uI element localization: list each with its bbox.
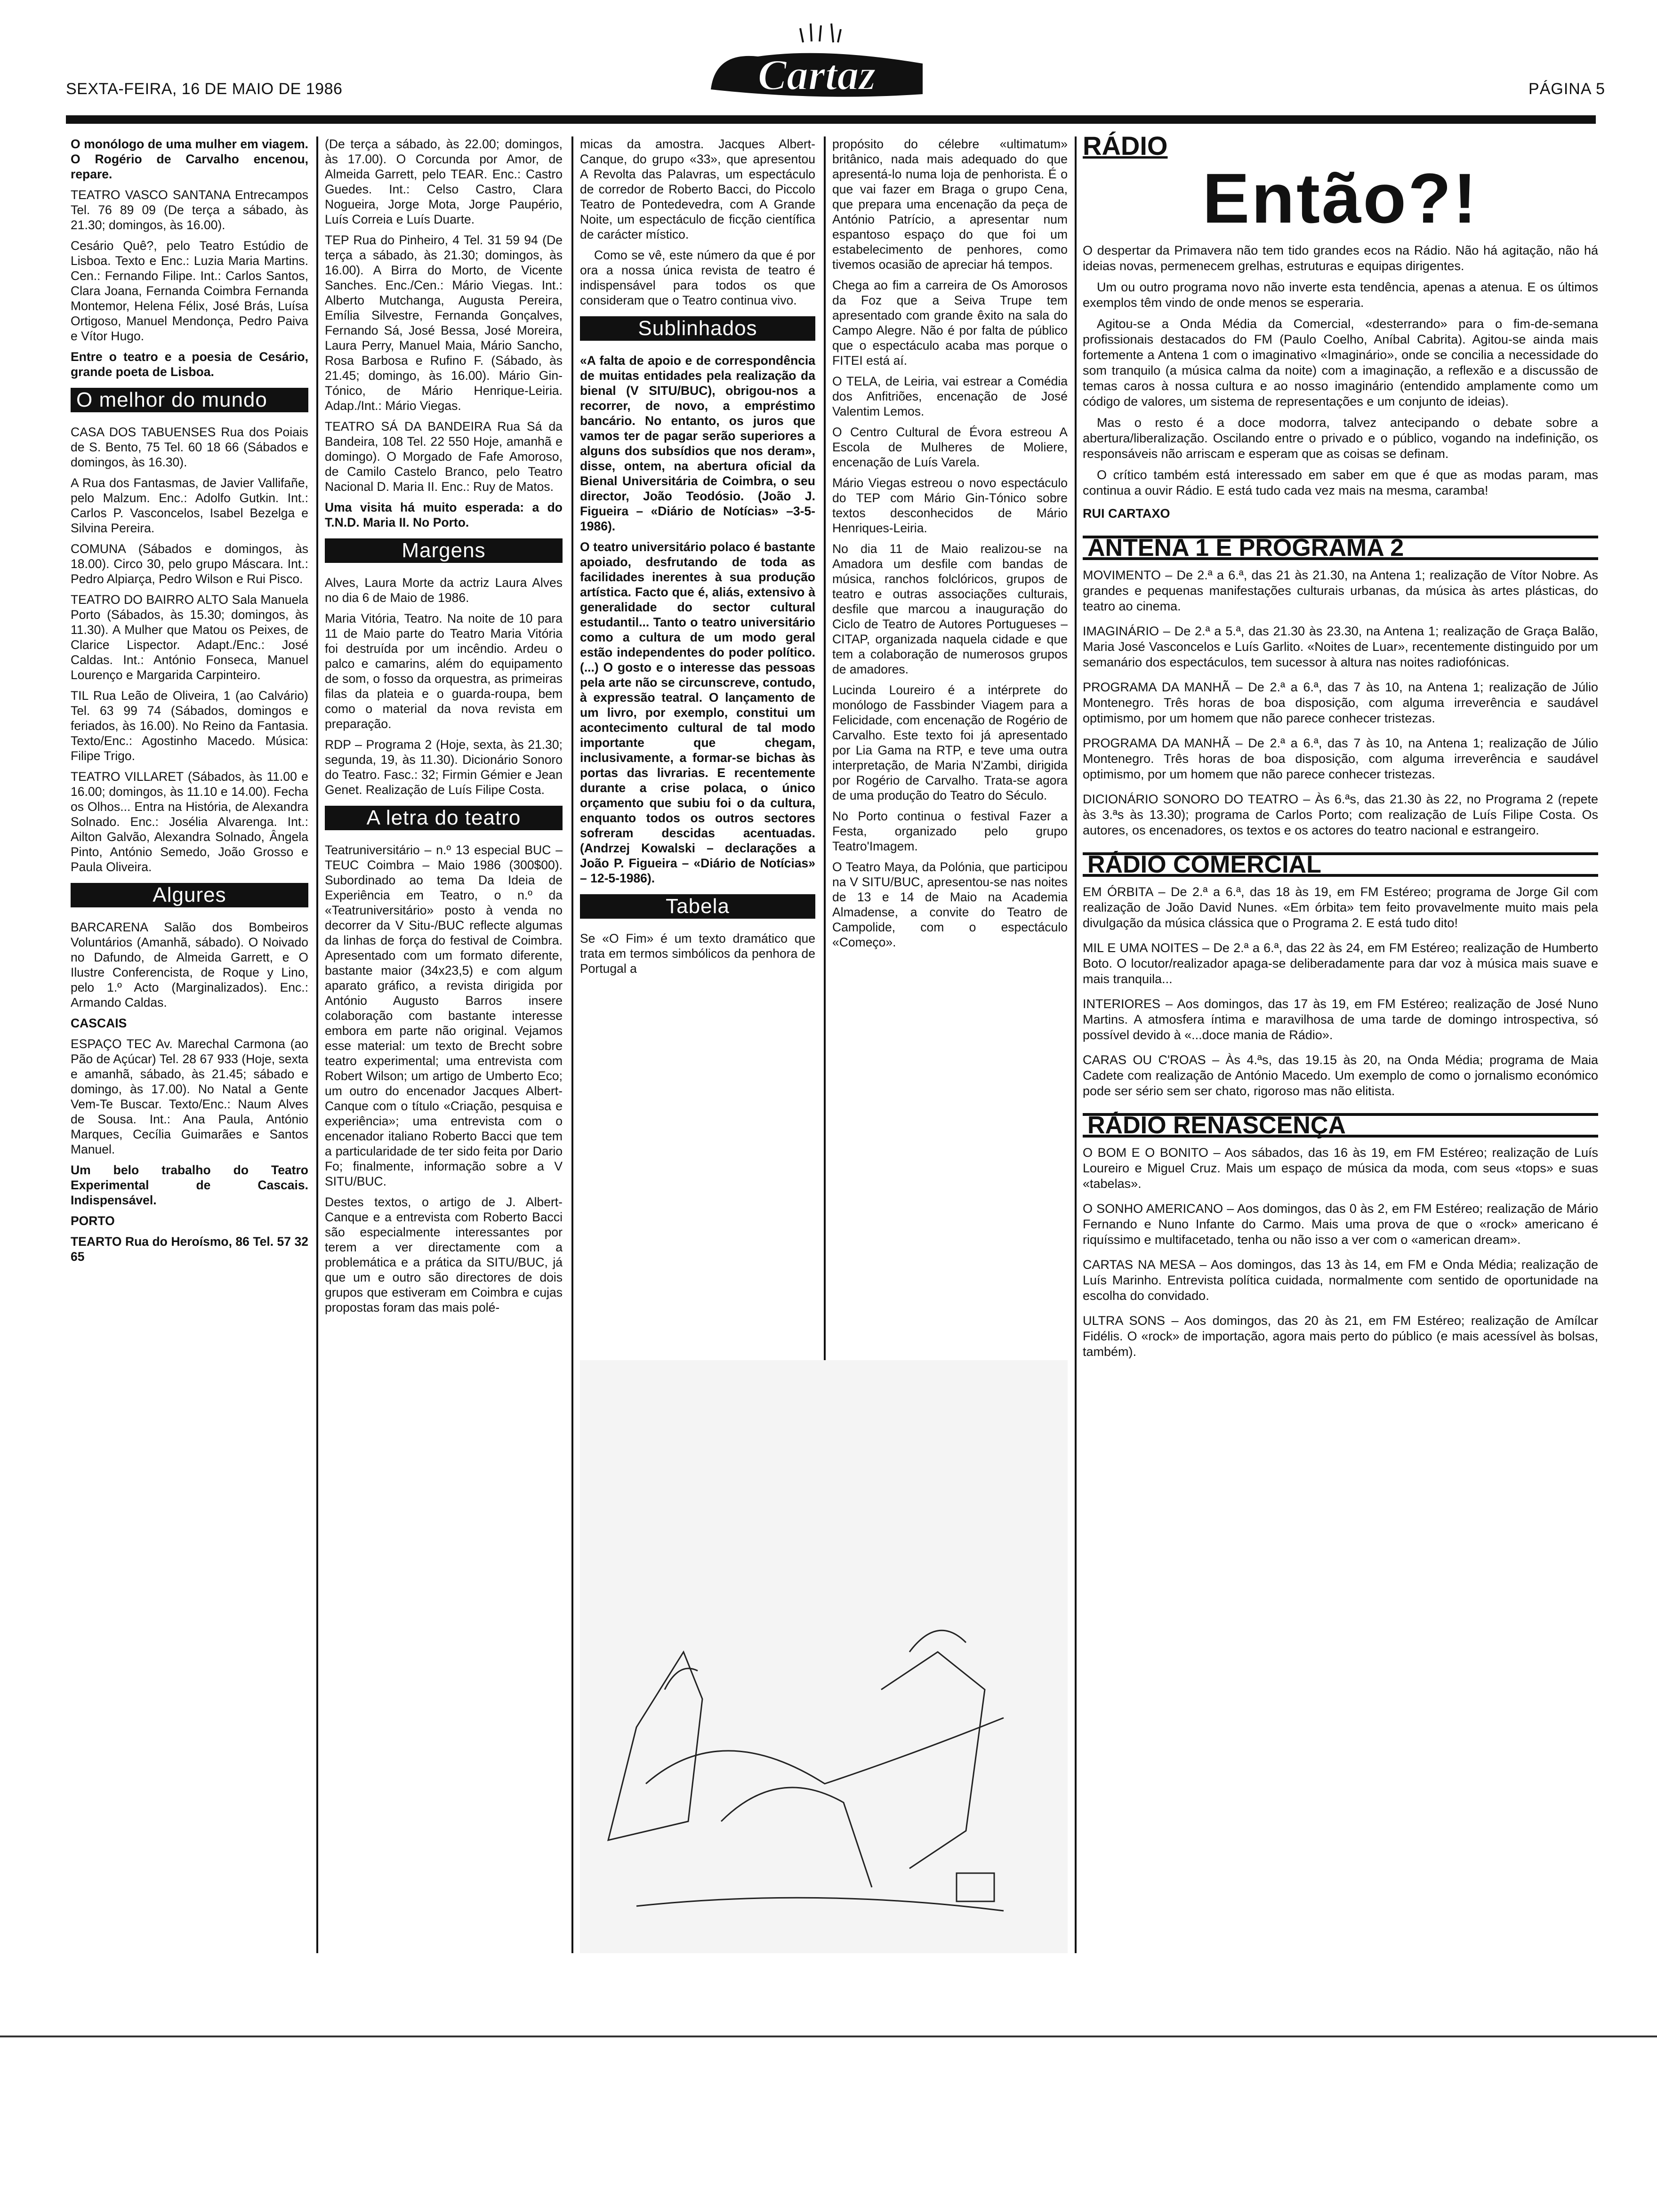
- article-text: Destes textos, o artigo de J. Albert-Canque e a entrevista com Roberto Bacci são especialmente interessantes por terem a ver directamente com a problemática e a prática da SITU/BUC, já que um e outro são directores de dois grupos que estiveram em Coimbra e cujas propostas foram das mais polé-: [325, 1195, 563, 1314]
- listing-text: CASA DOS TABUENSES Rua dos Poiais de S. Bento, 75 Tel. 60 18 66 (Sábados e domingos, às 16.30).: [71, 425, 308, 469]
- listing-text: A Rua dos Fantasmas, de Javier Vallifañe, pelo Malzum. Enc.: Adolfo Gutkin. Int.: Carlos P. Vasconcelos, Isabel Bezelga e Silvina Pereira.: [71, 476, 308, 535]
- article-text: Mas o resto é a doce modorra, talvez antecipando o debate sobre a abertura/liberalização. Oscilando entre o privado e o público, vogando na indefinição, os responsáveis não arriscam e esperam que as coisas se definam.: [1083, 416, 1598, 461]
- article-text: O despertar da Primavera não tem tido grandes ecos na Rádio. Não há agitação, não há ideias novas, permenecem grelhas, estruturas e equipas dirigentes.: [1083, 243, 1598, 273]
- program-list: [1083, 568, 1598, 838]
- listing-text: BARCARENA Salão dos Bombeiros Voluntários (Amanhã, sábado). O Noivado no Dafundo, de Almeida Garrett, e O Ilustre Conferencista, de Roque y Lino, pelo 1.º Acto (Marginalizados). Enc.: Armando Caldas.: [71, 920, 308, 1010]
- date-line: SEXTA-FEIRA, 16 DE MAIO DE 1986: [66, 80, 343, 98]
- article-column-3: [580, 136, 815, 982]
- program-item: PROGRAMA DA MANHÃ – De 2.ª a 6.ª, das 7 às 10, na Antena 1; realização de Júlio Montenegro. Três horas de boa disposição, com alguma irreverência e saudável optimismo, por um homem que não parece conhecer tristezas.: [1083, 736, 1598, 781]
- bullet-item: Se «O Fim» é um texto dramático que trata em termos simbólicos da penhora de Portugal a: [580, 931, 815, 976]
- program-list: [1083, 1145, 1598, 1360]
- bullet-item: propósito do célebre «ultimatum» britânico, nada mais adequado do que apresentá-lo numa loja de penhorista. É o que vai fazer em Braga o grupo Cena, que prepara uma encenação da peça de António Patrício, a apresentar num espantoso espaço do que foi um estabelecimento de penhores, como tivemos ocasião de apreciar há tempos.: [832, 137, 1068, 272]
- news-column-4: [832, 136, 1068, 955]
- section-banner: Tabela: [580, 894, 815, 919]
- program-item: ULTRA SONS – Aos domingos, das 20 às 21, em FM Estéreo; realização de Amílcar Fidélis. O «rock» de importação, agora mais perto do público (e mais acessível às bolsas, também).: [1083, 1314, 1598, 1359]
- program-item: O SONHO AMERICANO – Aos domingos, das 0 às 2, em FM Estéreo; realização de Mário Fernando e Nuno Infante do Carmo. Mais uma prova de que o «rock» americano é riquíssimo e multifacetado, tenha ou não isso a ver com o «american dream».: [1083, 1202, 1598, 1247]
- quote-text: O teatro universitário polaco é bastante apoiado, desfrutando de toda as facilidades inerentes à sua produção artística. Facto que é, aliás, extensivo à generalidade do sector cultural estudantil... Tanto o teatro universitário como a cultura de um modo geral estão independentes do poder político. (...) O gosto e o interesse das pessoas pela arte não se circunscreve, contudo, à expressão teatral. O lançamento de um livro, por exemplo, constitui um acontecimento cultural de tal modo importante que chegam, inclusivamente, a formar-se bichas às portas das livrarias. E recentemente durante a crise polaca, o único orçamento que subiu foi o da cultura, enquanto todos os outros sectores sofreram descidas acentuadas. (Andrzej Kowalski – declarações a João P. Figueira – «Diário de Notícias» – 12-5-1986).: [580, 540, 815, 885]
- box-title: ANTENA 1 E PROGRAMA 2: [1083, 536, 1598, 560]
- box-title: RÁDIO RENASCENÇA: [1083, 1113, 1598, 1138]
- listing-text: Maria Vitória, Teatro. Na noite de 10 para 11 de Maio parte do Teatro Maria Vitória foi destruída por um incêndio. Ardeu o palco e camarins, além do equipamento de som, o fosso da orquestra, as primeiras filas da plateia e o guarda-roupa, bem como o material da nova revista em preparação.: [325, 611, 563, 731]
- article-text: Agitou-se a Onda Média da Comercial, «desterrando» para o fim-de-semana profissionais destacados do FM (Paulo Coelho, Aníbal Cabrita). Agitou-se ainda mais fortemente a Antena 1 com o imaginativo «Imaginário», onde se concilia a necessidade do som tranquilo (a música calma da noite) com a imaginação, a reflexão e a discussão de temas caros à nossa cultura e ao nosso imaginário (entendido amplamente como um código de valores, um sistema de representações e um conjunto de ideias).: [1083, 317, 1598, 409]
- listing-text: TEATRO VILLARET (Sábados, às 11.00 e 16.00; domingos, às 11.10 e 14.00). Fecha os Olhos... Entra na História, de Alexandra Solnado. Enc.: Josélia Alvarenga. Int.: Ailton Galvão, Alexandra Solnado, Ângela Pinto, António Semedo, João Grosso e Paula Oliveira.: [71, 769, 308, 874]
- article-text: Como se vê, este número da que é por ora a nossa única revista de teatro é indispensável para todos os que consideram que o Teatro continua vivo.: [580, 248, 815, 307]
- illustration: [580, 1360, 1068, 1953]
- listing-text: COMUNA (Sábados e domingos, às 18.00). Circo 30, pelo grupo Máscara. Int.: Pedro Alpiarça, Pedro Wilson e Rui Pisco.: [71, 542, 308, 586]
- program-item: MOVIMENTO – De 2.ª a 6.ª, das 21 às 21.30, na Antena 1; realização de Vítor Nobre. As grandes e pequenas manifestações culturais urbanas, da música às artes plásticas, do teatro ao cinema.: [1083, 568, 1598, 613]
- bullet-item: O Teatro Maya, da Polónia, que participou na V SITU/BUC, apresentou-se nas noites de 13 e 14 de Maio na Academia Almadense, a convite do Teatro de Campolide, com o espectáculo «Começo».: [832, 860, 1068, 949]
- listing-text: TIL Rua Leão de Oliveira, 1 (ao Calvário) Tel. 63 99 74 (Sábados, domingos e feriados, às 16.00). No Reino da Fantasia. Texto/Enc.: Agostinho Macedo. Música: Filipe Trigo.: [71, 689, 308, 763]
- section-banner: Margens: [325, 538, 563, 563]
- logo-text: Cartaz: [757, 51, 876, 99]
- listing-text: TEP Rua do Pinheiro, 4 Tel. 31 59 94 (De terça a sábado, às 21.30; domingos, às 16.00). A Birra do Morto, de Vicente Sanches. Enc./Cen.: Mário Viegas. Int.: Alberto Mutchanga, Augusta Pereira, Emília Silvestre, Fernanda Gonçalves, Fernando Sá, José Bessa, José Moreira, Laura Perry, Manuel Maia, Mário Sancho, Rosa Barbosa e Rufino F. (Sábado, às 21.45; domingo, às 16.00). Mário Gin-Tónico, de Mário Henrique-Leiria. Adap./Int.: Mário Viegas.: [325, 233, 563, 413]
- listing-text: TEATRO VASCO SANTANA Entrecampos Tel. 76 89 09 (De terça a sábado, às 21.30; domingos, às 16.00).: [71, 188, 308, 232]
- listing-text: TEATRO SÁ DA BANDEIRA Rua Sá da Bandeira, 108 Tel. 22 550 Hoje, amanhã e domingo). O Morgado de Fafe Amoroso, de Camilo Castelo Branco, pelo Teatro Nacional D. Maria II. Enc.: Ruy de Matos.: [325, 419, 563, 494]
- program-item: CARTAS NA MESA – Aos domingos, das 13 às 14, em FM e Onda Média; realização de Luís Marinho. Entrevista política cuidada, normalmente com sentido de oportunidade na escolha do convidado.: [1083, 1258, 1598, 1303]
- section-banner: A letra do teatro: [325, 806, 563, 830]
- column-rule: [316, 136, 318, 1953]
- listing-text: Alves, Laura Morte da actriz Laura Alves no dia 6 de Maio de 1986.: [325, 576, 563, 605]
- header-rule: [66, 115, 1596, 124]
- program-item: INTERIORES – Aos domingos, das 17 às 19, em FM Estéreo; realização de José Nuno Martins. A atmosfera íntima e maravilhosa de uma tarde de domingo introspectiva, só possível devido à «...doce mania de Rádio».: [1083, 997, 1598, 1042]
- bullet-item: O TELA, de Leiria, vai estrear a Comédia dos Anfitriões, encenação de José Valentim Lemos.: [832, 374, 1068, 418]
- listing-text: TEATRO DO BAIRRO ALTO Sala Manuela Porto (Sábados, às 15.30; domingos, às 11.30). A Mulher que Matou os Peixes, de Clarice Lispector. Adapt./Enc.: José Caldas. Int.: António Fonseca, Manuel Lourenço e Margarida Carpinteiro.: [71, 593, 308, 682]
- column-rule: [571, 136, 573, 1953]
- program-item: PROGRAMA DA MANHÃ – De 2.ª a 6.ª, das 7 às 10, na Antena 1; realização de Júlio Montenegro. Três horas de boa disposição, com alguma irreverência e saudável optimismo, por um homem que não parece conhecer tristezas.: [1083, 680, 1598, 725]
- bullet-item: Mário Viegas estreou o novo espectáculo do TEP com Mário Gin-Tónico sobre textos desconhecidos de Mário Henriques-Leiria.: [832, 476, 1068, 535]
- listing-text: TEARTO Rua do Heroísmo, 86 Tel. 57 32 65: [71, 1234, 308, 1264]
- page-bottom-rule: [0, 2036, 1657, 2037]
- section-banner: O melhor do mundo: [71, 388, 308, 412]
- listing-text: Uma visita há muito esperada: a do T.N.D. Maria II. No Porto.: [325, 500, 563, 529]
- quote-text: «A falta de apoio e de correspondência de muitas entidades pela realização da bienal (V SITU/BUC), obrigou-nos a recorrer, de novo, a empréstimo bancário. No entanto, os juros que vamos ter de pagar serão superiores a alguns dos subsídios que nos deram», disse, ontem, na abertura oficial da Bienal Universitária de Coimbra, o seu director, João Teodósio. (João J. Figueira – «Diário de Notícias» –3-5-1986).: [580, 353, 815, 533]
- bullet-item: No Porto continua o festival Fazer a Festa, organizado pelo grupo Teatro'Imagem.: [832, 809, 1068, 853]
- article-text: Teatruniversitário – n.º 13 especial BUC – TEUC Coimbra – Maio 1986 (300$00). Subordinado ao tema Da Ideia de Experiência em Teatro, o n.º da «Teatruniversitário» posto à venda no decorrer da V Situ-/BUC reflecte algumas da linhas de força do festival de Coimbra. Apresentado com um formato diferente, bastante maior (34x23,5) e com algum aparato gráfico, a revista dirigida por António Augusto Barros insere colaboração com bastante interesse embora em parte não original. Vejamos esse material: um texto de Brecht sobre teatro experimental; uma entrevista com Robert Wilson; um artigo de Umberto Eco; um outro do encenador Jacques Albert-Canque com o título «Criação, pesquisa e experiência»; uma entrevista com o encenador italiano Roberto Bacci que tem a particularidade de ter sido feita por Dario Fo; finalmente, informação sobre a V SITU/BUC.: [325, 843, 563, 1188]
- box-title: RÁDIO COMERCIAL: [1083, 852, 1598, 877]
- byline: RUI CARTAXO: [1083, 506, 1170, 521]
- program-item: MIL E UMA NOITES – De 2.ª a 6.ª, das 22 às 24, em FM Estéreo; realização de Humberto Boto. O locutor/realizador apaga-se deliberadamente para dar voz à música mais suave e mais tranquila...: [1083, 941, 1598, 986]
- listing-text: RDP – Programa 2 (Hoje, sexta, às 21.30; segunda, 19, às 11.30). Dicionário Sonoro do Teatro. Fasc.: 32; Firmin Gémier e Jean Genet. Realização de Luís Filipe Costa.: [325, 737, 563, 797]
- program-item: EM ÓRBITA – De 2.ª a 6.ª, das 18 às 19, em FM Estéreo; programa de Jorge Gil com realização de João David Nunes. «Em órbita» tem feito provavelmente muito mais pela divulgação da música clássica que o Programa 2. E está tudo dito!: [1083, 885, 1598, 930]
- listing-text: CASCAIS: [71, 1016, 127, 1030]
- article-text: micas da amostra. Jacques Albert-Canque, do grupo «33», que apresentou A Revolta das Palavras, um espectáculo de corredor de Roberto Bacci, do Piccolo Teatro de Pontedevedra, com A Grande Noite, um espectáculo de ficção científica de carácter místico.: [580, 137, 815, 241]
- listing-text: Entre o teatro e a poesia de Cesário, grande poeta de Lisboa.: [71, 350, 308, 379]
- cartaz-logo: [701, 19, 937, 108]
- listing-text: ESPAÇO TEC Av. Marechal Carmona (ao Pão de Açúcar) Tel. 28 67 933 (Hoje, sexta e amanhã, sábado, às 21.45; sábado e domingo, às 17.00). No Natal a Gente Vem-Te Buscar. Texto/Enc.: Naum Alves de Sousa. Int.: Ana Paula, António Marques, Cecília Guimarães e Santos Manuel.: [71, 1037, 308, 1156]
- program-item: CARAS OU C'ROAS – Às 4.ªs, das 19.15 às 20, na Onda Média; programa de Maia Cadete com realização de António Macedo. Um exemplo de como o jornalismo económico pode ser sério sem ser chato, rigoroso mas não elitista.: [1083, 1053, 1598, 1098]
- article-text: Um ou outro programa novo não inverte esta tendência, apenas a atenua. E os últimos exemplos têm vindo de onde menos se esperaria.: [1083, 280, 1598, 310]
- listing-text: (De terça a sábado, às 22.00; domingos, às 17.00). O Corcunda por Amor, de Almeida Garrett, pelo TEAR. Enc.: Castro Guedes. Int.: Celso Castro, Clara Nogueira, Jorge Mota, Jorge Paupério, Luís Correia e Luís Duarte.: [325, 137, 563, 226]
- listing-text: PORTO: [71, 1214, 115, 1228]
- column-rule: [1075, 136, 1077, 1953]
- sketch-illustration: [580, 1360, 1068, 1953]
- radio-column: [1083, 131, 1598, 1369]
- section-banner: Sublinhados: [580, 316, 815, 341]
- program-item: DICIONÁRIO SONORO DO TEATRO – Às 6.ªs, das 21.30 às 22, no Programa 2 (repete às 3.ªs às 13.30); programa de Carlos Porto; com realização de Luís Filipe Costa. Os autores, os encenadores, os textos e os actores do teatro nacional e estrangeiro.: [1083, 792, 1598, 837]
- listings-column-2: [325, 136, 563, 1321]
- listing-text: Cesário Quê?, pelo Teatro Estúdio de Lisboa. Texto e Enc.: Luzia Maria Martins. Cen.: Fernando Filipe. Int.: Carlos Santos, Clara Joana, Fernanda Coimbra Fernanda Montemor, Helena Félix, José Brás, Luísa Ortigoso, Manuel Mendonça, Pedro Paiva e Vítor Hugo.: [71, 239, 308, 343]
- program-item: IMAGINÁRIO – De 2.ª a 5.ª, das 21.30 às 23.30, na Antena 1; realização de Graça Balão, Maria José Vasconcelos e Luís Garlito. «Noites de Luar», recentemente distinguido por um semanário dos espectáculos, tem sucessor à altura nas noites radiofónicas.: [1083, 624, 1598, 669]
- listing-text: O monólogo de uma mulher em viagem. O Rogério de Carvalho encenou, repare.: [71, 137, 308, 181]
- headline: Então?!: [1202, 159, 1479, 238]
- section-title: RÁDIO: [1083, 131, 1168, 160]
- listing-text: Um belo trabalho do Teatro Experimental de Cascais. Indispensável.: [71, 1163, 308, 1207]
- program-item: O BOM E O BONITO – Aos sábados, das 16 às 19, em FM Estéreo; realização de Luís Loureiro e Miguel Cruz. Mais um espaço de música da moda, com seus «tops» e suas «tabelas».: [1083, 1146, 1598, 1191]
- bullet-item: No dia 11 de Maio realizou-se na Amadora um desfile com bandas de música, ranchos folclóricos, grupos de teatro e outras associações culturais, desfile que marcou a inauguração do Ciclo de Teatro de Autores Portugueses – CITAP, organizada naquela cidade e que tem a colaboração de numerosos grupos de amadores.: [832, 542, 1068, 676]
- listings-column-1: [71, 136, 308, 1270]
- bullet-item: Chega ao fim a carreira de Os Amorosos da Foz que a Seiva Trupe tem apresentado com grande êxito na sala do Campo Alegre. Não é por falta de público que o espectáculo acaba mas porque o FITEI está aí.: [832, 278, 1068, 368]
- bullet-item: O Centro Cultural de Évora estreou A Escola de Mulheres de Moliere, encenação de Luís Varela.: [832, 425, 1068, 469]
- program-list: [1083, 884, 1598, 1099]
- section-banner: Algures: [71, 883, 308, 907]
- article-text: O crítico também está interessado em saber em que é que as modas param, mas continua a ouvir Rádio. E está tudo cada vez mais na mesma, caramba!: [1083, 468, 1598, 497]
- bullet-item: Lucinda Loureiro é a intérprete do monólogo de Fassbinder Viagem para a Felicidade, com encenação de Rogério de Carvalho. Este texto foi já apresentado por Lia Gama na RTP, e teve uma outra interpretação, de Maria N'Zambi, dirigida por Rogério de Carvalho. Trata-se agora de uma produção do Teatro do Século.: [832, 683, 1068, 802]
- page-number: PÁGINA 5: [1528, 80, 1605, 98]
